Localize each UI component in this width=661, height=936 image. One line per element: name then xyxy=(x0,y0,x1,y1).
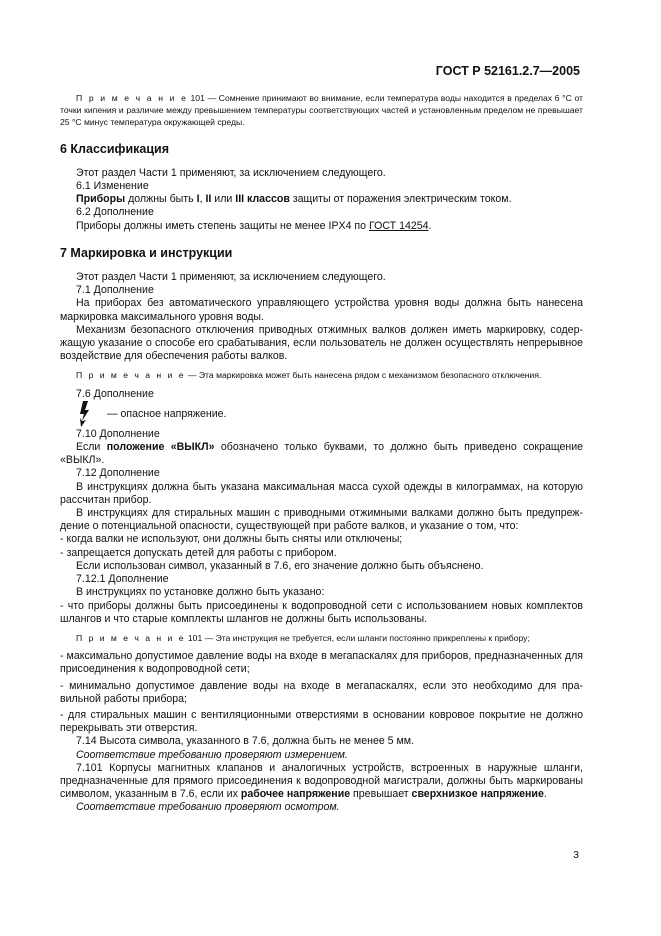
s7-12-text-b: В инструкциях для стиральных машин с приводными отжимными валками должно быть предупреждение о потенциальной опасности, существующей при работе валков, и указание о том, что: xyxy=(60,507,583,533)
term-appliances: Приборы xyxy=(76,193,126,206)
standard-header: ГОСТ Р 52161.2.7—2005 xyxy=(435,64,580,78)
high-voltage-icon xyxy=(77,401,93,427)
class-ii: II xyxy=(205,193,212,206)
hv-symbol-caption: — опасное напряжение. xyxy=(107,407,227,420)
hv-symbol-row xyxy=(77,401,583,428)
s6-intro: Этот раздел Части 1 применяют, за исключением следующего. xyxy=(76,166,386,179)
class-i: I xyxy=(196,193,200,206)
note-text: — Эта маркировка может быть нанесена рядом с механизмом безопасного отключения. xyxy=(185,370,542,381)
s7-101-dot: . xyxy=(543,788,547,801)
s7-12-1-heading: 7.12.1 Дополнение xyxy=(76,573,169,586)
s6-2-text-part: Приборы должны иметь степень защиты не менее IPX4 по xyxy=(76,219,369,232)
s7-12-1-text: В инструкциях по установке должно быть указано: xyxy=(76,586,325,599)
s7-12-text-c: Если использован символ, указанный в 7.6, его значение должно быть объяснено. xyxy=(76,559,484,572)
term-extra-low-voltage: сверхнизкое напряжение xyxy=(411,788,544,801)
s7-12-heading: 7.12 Дополнение xyxy=(76,467,160,480)
s6-2-text xyxy=(60,220,583,233)
s7-intro: Этот раздел Части 1 применяют, за исключением следующего. xyxy=(76,271,386,284)
s7-14-compliance: Соответствие требованию проверяют измерением. xyxy=(76,748,348,761)
s7-12-item-2: - запрещается допускать детей для работы с прибором. xyxy=(60,546,337,559)
s7-1-text-b: Механизм безопасного отключения приводных отжимных валков должен иметь маркировку, содержащую указание о способе его срабатывания, если пользователь не должен осуществлять непрерывное воздействие для обеспечения работы валков. xyxy=(60,323,583,363)
s7-14-text: 7.14 Высота символа, указанного в 7.6, должна быть не менее 5 мм. xyxy=(76,735,415,748)
s7-10-text-tail: обозначено только буквами, то должно быть приведено сокращение «ВЫКЛ». xyxy=(60,441,584,467)
note-label: П р и м е ч а н и е xyxy=(76,93,188,103)
page-number: 3 xyxy=(573,849,579,861)
s6-1-heading: 6.1 Изменение xyxy=(76,180,149,193)
s7-101-text-part: 7.101 Корпусы магнитных клапанов и аналогичных устройств, встроенных в наружные шланги, предназначенные для прямого присоединения к водопроводной магистрали, должны быть маркированы символом, указанным в 7.6, если их xyxy=(60,761,583,801)
note-label: П р и м е ч а н и е xyxy=(76,370,186,381)
s7-12-1-item-2: - максимально допустимое давление воды на входе в мегапаскалях для приборов, предназначенных для присоединения к водопроводной сети; xyxy=(60,650,583,676)
s7-10-heading: 7.10 Дополнение xyxy=(76,427,160,440)
gost-14254-link[interactable]: ГОСТ 14254 xyxy=(368,219,429,232)
s6-1-tail: защиты от поражения электрическим током. xyxy=(289,193,512,206)
s6-2-dot: . xyxy=(428,219,432,232)
s7-12-1-item-1: - что приборы должны быть присоединены к водопроводной сети с использованием новых комплектов шлангов и что старые комплекты шлангов не должны быть использованы. xyxy=(60,599,583,625)
note-label: П р и м е ч а н и е xyxy=(76,632,186,643)
s6-2-heading: 6.2 Дополнение xyxy=(76,206,154,219)
s6-1-text-part: должны быть xyxy=(125,193,197,206)
note-text: 101 — Эта инструкция не требуется, если шланги постоянно прикреплены к прибору; xyxy=(185,632,530,643)
class-iii: III классов xyxy=(235,193,290,206)
s6-1-sep: , xyxy=(199,193,206,206)
s7-6-heading: 7.6 Дополнение xyxy=(76,387,154,400)
s7-101-compliance: Соответствие требованию проверяют осмотром. xyxy=(76,801,340,814)
s7-12-text-a: В инструкциях должна быть указана максимальная масса сухой одежды в килограммах, на которую рассчитан прибор. xyxy=(60,480,583,506)
s7-12-1-item-3: - минимально допустимое давление воды на входе в мегапаскалях, если это необходимо для правильной работы прибора; xyxy=(60,679,583,705)
section-6-heading: 6 Классификация xyxy=(60,141,170,156)
note-text: 101 — Сомнение принимают во внимание, если температура воды находится в пределах 6 °С от точки кипения и различие между превышением температуры соответствующих частей и установленным пределом не превышает 25 °С минус температура окружающей среды. xyxy=(60,93,583,128)
s7-101-text xyxy=(60,762,583,802)
s7-12-item-1: - когда валки не используют, они должны быть сняты или отключены; xyxy=(60,533,403,546)
page-content xyxy=(60,92,583,815)
s7-1-text-a: На приборах без автоматического управляющего устройства уровня воды должна быть нанесена маркировка максимального уровня воды. xyxy=(60,297,583,323)
note-marking xyxy=(60,369,583,381)
s7-10-text xyxy=(60,441,583,467)
note-101-hoses xyxy=(60,632,583,644)
term-off-position: положение «ВЫКЛ» xyxy=(106,441,215,454)
s6-1-text xyxy=(60,193,583,206)
term-working-voltage: рабочее напряжение xyxy=(240,788,351,801)
s6-1-or: или xyxy=(211,193,236,206)
s7-12-1-item-4: - для стиральных машин с вентиляционными отверстиями в основании ковровое покрытие не должно перекрывать эти отверстия. xyxy=(60,708,583,735)
note-101-temperature xyxy=(60,92,583,129)
section-7-heading: 7 Маркировка и инструкции xyxy=(60,245,233,260)
s7-1-heading: 7.1 Дополнение xyxy=(76,284,154,297)
s7-101-text-mid: превышает xyxy=(350,788,412,801)
s7-10-text-part: Если xyxy=(76,441,107,454)
